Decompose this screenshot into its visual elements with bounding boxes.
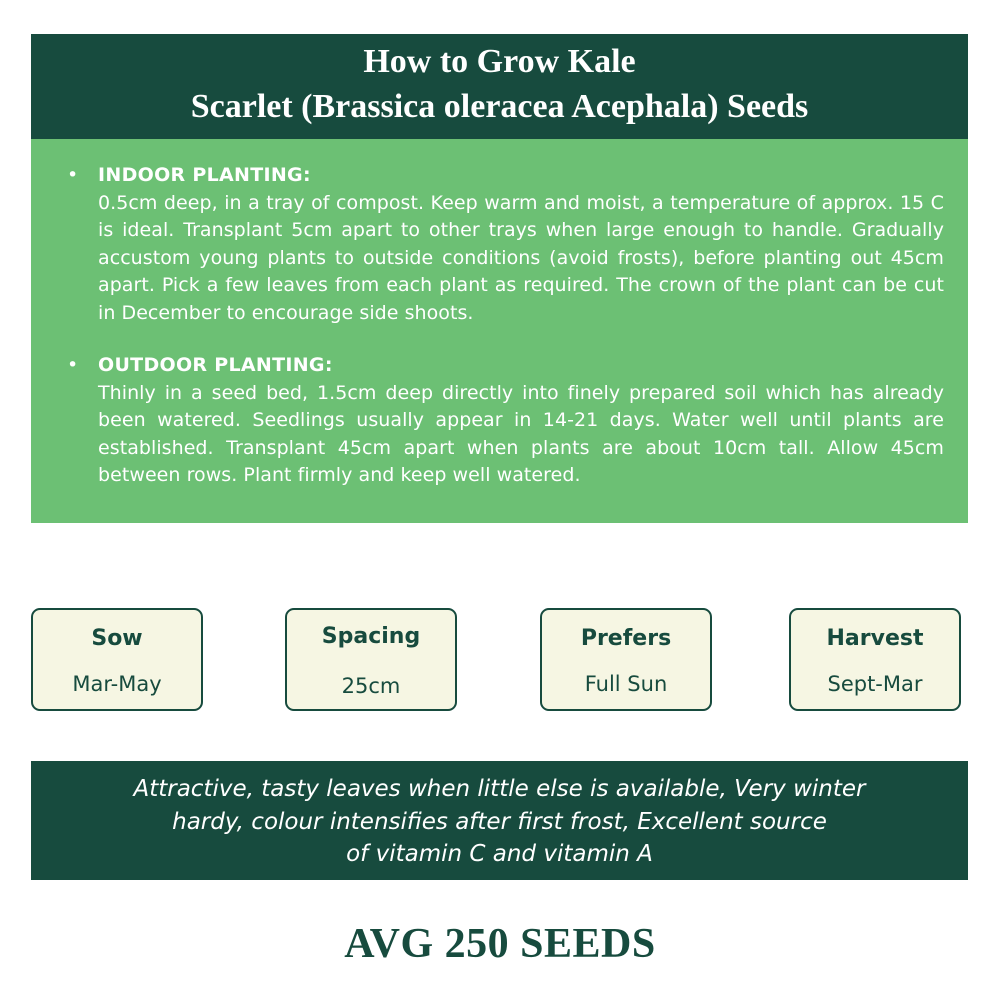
bullet-icon: • [67,164,79,186]
planting-instructions-panel [31,139,968,523]
outdoor-planting-item [67,352,944,490]
sow-value: Mar-May [72,672,162,696]
prefers-card [540,608,712,711]
harvest-value: Sept-Mar [827,672,923,696]
harvest-card [789,608,961,711]
header-banner [31,34,968,139]
features-line: hardy, colour intensifies after first frost, Excellent source [172,808,827,835]
sow-label: Sow [91,626,143,651]
page-title: How to Grow Kale [363,43,636,80]
page-subtitle: Scarlet (Brassica oleracea Acephala) Seeds [190,88,809,125]
indoor-planting-item [67,162,944,327]
features-line: Attractive, tasty leaves when little else is available, Very winter [133,776,866,802]
outdoor-planting-text: Thinly in a seed bed, 1.5cm deep directly into finely prepared soil which has already been watered. Seedlings usually appear in 14-21 days. Water well until plants are established. Transplant 45cm apart when plants are about 10cm tall. Allow 45cm between rows. Plant firmly and keep well watered. [98,381,944,486]
prefers-value: Full Sun [584,672,668,696]
bullet-icon: • [67,354,79,376]
seed-count: AVG 250 SEEDS [344,921,656,967]
harvest-label: Harvest [826,626,924,651]
indoor-planting-title: INDOOR PLANTING: [98,164,311,186]
spacing-value: 25cm [341,674,401,698]
spacing-card [285,608,457,711]
indoor-planting-text: 0.5cm deep, in a tray of compost. Keep warm and moist, a temperature of approx. 15 C is ideal. Transplant 5cm apart to other trays when large enough to handle. Gradually accustom young plants to outside conditions (avoid frosts), before planting out 45cm apart. Pick a few leaves from each plant as required. The crown of the plant can be cut in December to encourage side shoots. [98,191,944,324]
features-line: of vitamin C and vitamin A [346,841,653,867]
spacing-label: Spacing [321,624,421,649]
features-banner [31,761,968,880]
sow-card [31,608,203,711]
outdoor-planting-title: OUTDOOR PLANTING: [98,354,333,376]
prefers-label: Prefers [580,626,672,651]
